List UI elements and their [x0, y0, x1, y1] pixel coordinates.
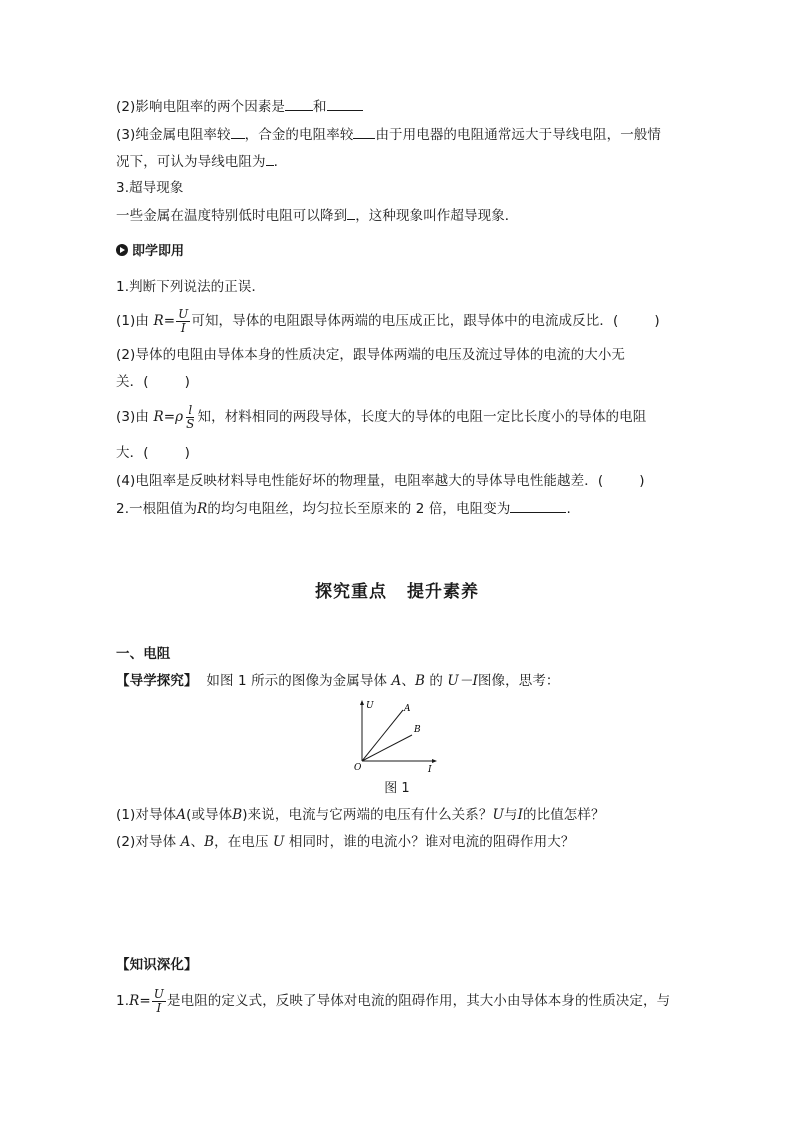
text: 3.超导现象 — [116, 180, 184, 196]
text: 关．( — [116, 374, 149, 390]
statement-3 — [116, 400, 646, 434]
numerator: U — [153, 986, 164, 1001]
statement-1 — [116, 306, 660, 336]
text: ) — [639, 473, 645, 489]
statement-4 — [116, 471, 645, 491]
text: 大．( — [116, 445, 149, 461]
label-A: A — [404, 704, 411, 714]
symbol-R: R — [153, 409, 164, 425]
text: 相同时，谁的电流小？谁对电流的阻碍作用大？ — [288, 834, 575, 850]
subsection-title-resistance — [116, 644, 170, 664]
text: (3)由 — [116, 409, 150, 425]
line-B — [362, 735, 412, 761]
question-2 — [116, 498, 571, 519]
text: 与 — [503, 807, 518, 823]
numerator: U — [178, 306, 189, 321]
text: (4)电阻率是反映材料导电性能好坏的物理量，电阻率越大的导体导电性能越差．( — [116, 473, 604, 489]
text: 、 — [190, 834, 205, 850]
text: ) — [184, 374, 190, 390]
answer-blank — [347, 205, 355, 220]
symbol-U: U — [492, 807, 504, 823]
text: 和 — [313, 99, 327, 115]
text: (2)对导体 — [116, 834, 177, 850]
explore-question-2 — [116, 832, 574, 852]
text: 1.判断下列说法的正误． — [116, 279, 266, 295]
symbol-rho: ρ — [175, 409, 184, 425]
equals-sign: = — [163, 313, 176, 329]
answer-blank — [327, 96, 363, 111]
label-I: I — [428, 765, 432, 775]
label-B: B — [414, 725, 421, 735]
text: ，这种现象叫作超导现象． — [355, 208, 519, 224]
text: ) — [654, 313, 660, 329]
fraction-U-over-I — [152, 988, 166, 1015]
fraction-U-over-I — [176, 308, 190, 335]
answer-blank — [266, 151, 274, 166]
text: (1)由 — [116, 313, 150, 329]
text: 【知识深化】 — [116, 957, 198, 973]
equals-sign: = — [139, 993, 151, 1009]
text-line-wire-resistance — [116, 151, 278, 172]
label-O: O — [354, 763, 362, 773]
symbol-U: U — [272, 834, 285, 850]
symbol-B: B — [232, 807, 243, 823]
text: ，合金的电阻率较 — [244, 127, 354, 143]
symbol-U-I: U－I — [447, 673, 478, 689]
heading-part-2: 提升素养 — [407, 582, 479, 602]
symbol-R: R — [153, 313, 164, 329]
text: ，在电压 — [214, 834, 269, 850]
answer-blank — [231, 124, 245, 139]
numerator: l — [188, 402, 193, 417]
symbol-A: A — [391, 673, 402, 689]
deepen-item-1 — [116, 986, 670, 1016]
text: 一、电阻 — [116, 646, 171, 662]
explore-intro — [116, 671, 560, 691]
statement-3-cont — [116, 443, 190, 463]
label-U: U — [366, 701, 374, 711]
text: 由于用电器的电阻通常远大于导线电阻，一般情 — [375, 127, 662, 143]
text: 可知，导体的电阻跟导体两端的电压成正比，跟导体中的电流成反比．( — [191, 313, 619, 329]
section-title-apply — [116, 240, 184, 259]
text: 如图 1 所示的图像为金属导体 — [206, 673, 388, 689]
section-title-text: 即学即用 — [132, 244, 185, 259]
play-circle-icon — [116, 244, 128, 256]
statement-2 — [116, 345, 625, 365]
denominator: S — [186, 416, 195, 431]
u-i-graph — [350, 697, 440, 777]
question-1-intro — [116, 277, 265, 297]
text-line-superconductivity — [116, 205, 518, 226]
tag-deepen — [116, 955, 198, 975]
text-line-resistivity-factors — [116, 96, 363, 117]
symbol-A: A — [176, 807, 187, 823]
text: 是电阻的定义式，反映了导体对电流的阻碍作用，其大小由导体本身的性质决定，与 — [167, 993, 671, 1009]
symbol-B: B — [204, 834, 215, 850]
text: (3)纯金属电阻率较 — [116, 127, 231, 143]
symbol-A: A — [180, 834, 191, 850]
heading-part-1: 探究重点 — [315, 582, 387, 602]
symbol-B: B — [414, 673, 425, 689]
fraction-l-over-S — [184, 404, 196, 431]
text: 一些金属在温度特别低时电阻可以降到 — [116, 208, 348, 224]
text: 图像，思考： — [477, 673, 560, 689]
symbol-R: R — [129, 993, 140, 1009]
figure-caption: 图 1 — [384, 781, 410, 796]
text: 2.一根阻值为 — [116, 501, 198, 517]
text: 的均匀电阻丝，均匀拉长至原来的 2 倍，电阻变为 — [207, 501, 511, 517]
text: 的比值怎样？ — [523, 807, 605, 823]
explore-question-1 — [116, 805, 605, 825]
answer-blank — [510, 498, 566, 513]
text: 1. — [116, 993, 130, 1009]
equals-sign: = — [163, 409, 176, 425]
answer-blank — [353, 124, 375, 139]
text: )来说，电流与它两端的电压有什么关系？ — [242, 807, 493, 823]
denominator: I — [156, 1000, 162, 1015]
subsection-superconductivity — [116, 178, 183, 198]
text: 况下，可认为导线电阻为 — [116, 154, 266, 170]
text: . — [566, 501, 571, 517]
tag-explore: 【导学探究】 — [116, 673, 198, 689]
statement-2-cont — [116, 372, 190, 392]
text: (或导体 — [186, 807, 233, 823]
text: (2)影响电阻率的两个因素是 — [116, 99, 286, 115]
u-axis-arrow — [360, 700, 364, 705]
text: . — [273, 154, 279, 170]
line-A — [362, 710, 403, 761]
text: (1)对导体 — [116, 807, 177, 823]
text: 、 — [401, 673, 415, 689]
i-axis-arrow — [432, 759, 437, 763]
text: 的 — [429, 673, 443, 689]
text: (2)导体的电阻由导体本身的性质决定，跟导体两端的电压及流过导体的电流的大小无 — [116, 347, 626, 363]
symbol-R: R — [197, 501, 208, 517]
symbol-I: I — [517, 807, 523, 823]
answer-blank — [285, 96, 313, 111]
text: ) — [184, 445, 190, 461]
text: 知，材料相同的两段导体，长度大的导体的电阻一定比长度小的导体的电阻 — [197, 409, 647, 425]
section-heading — [0, 577, 794, 602]
text-line-pure-metal — [116, 124, 661, 145]
denominator: I — [180, 320, 186, 335]
